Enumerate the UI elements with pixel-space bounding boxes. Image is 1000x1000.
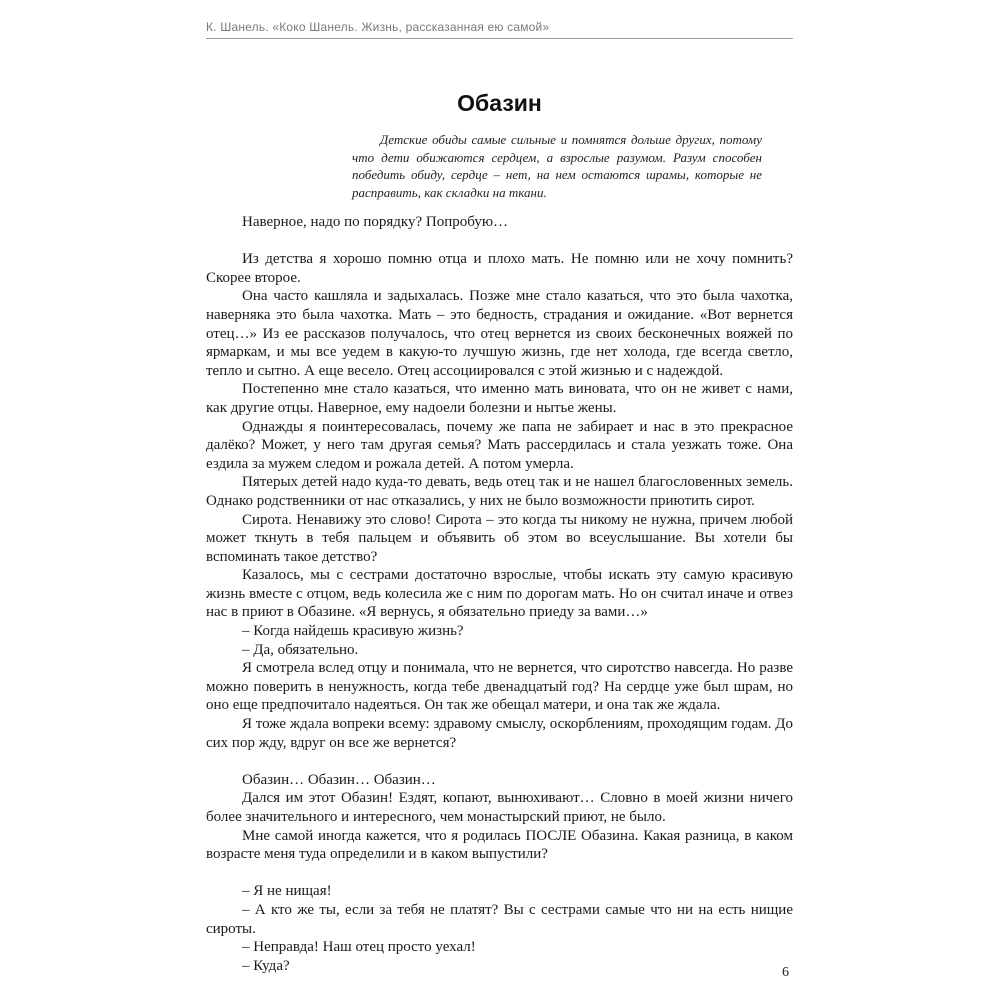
paragraph: Я смотрела вслед отцу и понимала, что не вернется, что сиротство навсегда. Но разве можно поверить в ненужность, когда тебе двенадцатый год? На сердце уже был шрам, но оно еще предпочитало надеяться. Он так же обещал матери, и она так же ждала. bbox=[206, 660, 793, 714]
paragraph: Сирота. Ненавижу это слово! Сирота – это когда ты никому не нужна, причем любой может ткнуть в тебя пальцем и объявить об этом во всеуслышание. Вы хотели бы вспоминать такое детство? bbox=[206, 511, 793, 565]
chapter-body bbox=[206, 213, 793, 975]
paragraph: Однажды я поинтересовалась, почему же папа не забирает и нас в это прекрасное далёко? Может, у него там другая семья? Мать рассердилась и стала уезжать тоже. Она ездила за мужем следом и рожала детей. А потом умерла. bbox=[206, 418, 793, 472]
paragraph: Пятерых детей надо куда-то девать, ведь отец так и не нашел благословенных земель. Однако родственники от нас отказались, у них не было возможности приютить сирот. bbox=[206, 474, 793, 509]
chapter-title: Обазин bbox=[457, 90, 542, 116]
dialogue-line: – Я не нищая! bbox=[242, 883, 332, 900]
paragraph: Дался им этот Обазин! Ездят, копают, вынюхивают… Словно в моей жизни ничего более значительного и интересного, чем монастырский приют, не было. bbox=[206, 790, 793, 825]
epigraph: Детские обиды самые сильные и помнятся дольше других, потому что дети обижаются сердцем, а взрослые разумом. Разум способен победить обиду, сердце – нет, на нем остаются шрамы, которые не расправить, как складки на ткани. bbox=[352, 132, 762, 200]
dialogue-line: – Да, обязательно. bbox=[242, 641, 359, 658]
paragraph: Из детства я хорошо помню отца и плохо мать. Не помню или не хочу помнить? Скорее второе. bbox=[206, 251, 793, 286]
paragraph: Казалось, мы с сестрами достаточно взрослые, чтобы искать эту самую красивую жизнь вместе с отцом, ведь колесила же с ним по дорогам мать. Но он считал иначе и отвез нас в приют в Обазине. «Я вернусь, я обязательно приеду за вами…» bbox=[206, 567, 793, 621]
dialogue-line: – А кто же ты, если за тебя не платят? Вы с сестрами самые что ни на есть нищие сироты. bbox=[206, 901, 793, 937]
paragraph: Я тоже ждала вопреки всему: здравому смыслу, оскорблениям, проходящим годам. До сих пор жду, вдруг он все же вернется? bbox=[206, 716, 793, 751]
paragraph: Наверное, надо по порядку? Попробую… bbox=[242, 214, 509, 230]
header-divider bbox=[206, 38, 793, 39]
page-number: 6 bbox=[782, 965, 789, 980]
paragraph: Постепенно мне стало казаться, что именно мать виновата, что он не живет с нами, как другие отцы. Наверное, ему надоели болезни и нытье жены. bbox=[206, 381, 793, 416]
dialogue-line: – Куда? bbox=[242, 957, 290, 974]
dialogue-line: – Когда найдешь красивую жизнь? bbox=[242, 623, 464, 640]
dialogue-line: – Неправда! Наш отец просто уехал! bbox=[242, 939, 476, 956]
running-header: К. Шанель. «Коко Шанель. Жизнь, рассказанная ею самой» bbox=[206, 20, 550, 34]
paragraph: Обазин… Обазин… Обазин… bbox=[242, 771, 436, 788]
paragraph: Она часто кашляла и задыхалась. Позже мне стало казаться, что это была чахотка, наверняка это была чахотка. Мать – это бедность, страдания и ожидание. «Вот вернется отец…» Из ее рассказов получалось, что отец вернется из своих бесконечных вояжей по ярмаркам, и мы все уедем в какую-то лучшую жизнь, где нет холода, где всегда светло, тепло и сытно. А еще весело. Отец ассоциировался с этой жизнью и с надеждой. bbox=[206, 288, 793, 379]
paragraph: Мне самой иногда кажется, что я родилась ПОСЛЕ Обазина. Какая разница, в каком возрасте меня туда определили и в каком выпустили? bbox=[206, 827, 793, 863]
